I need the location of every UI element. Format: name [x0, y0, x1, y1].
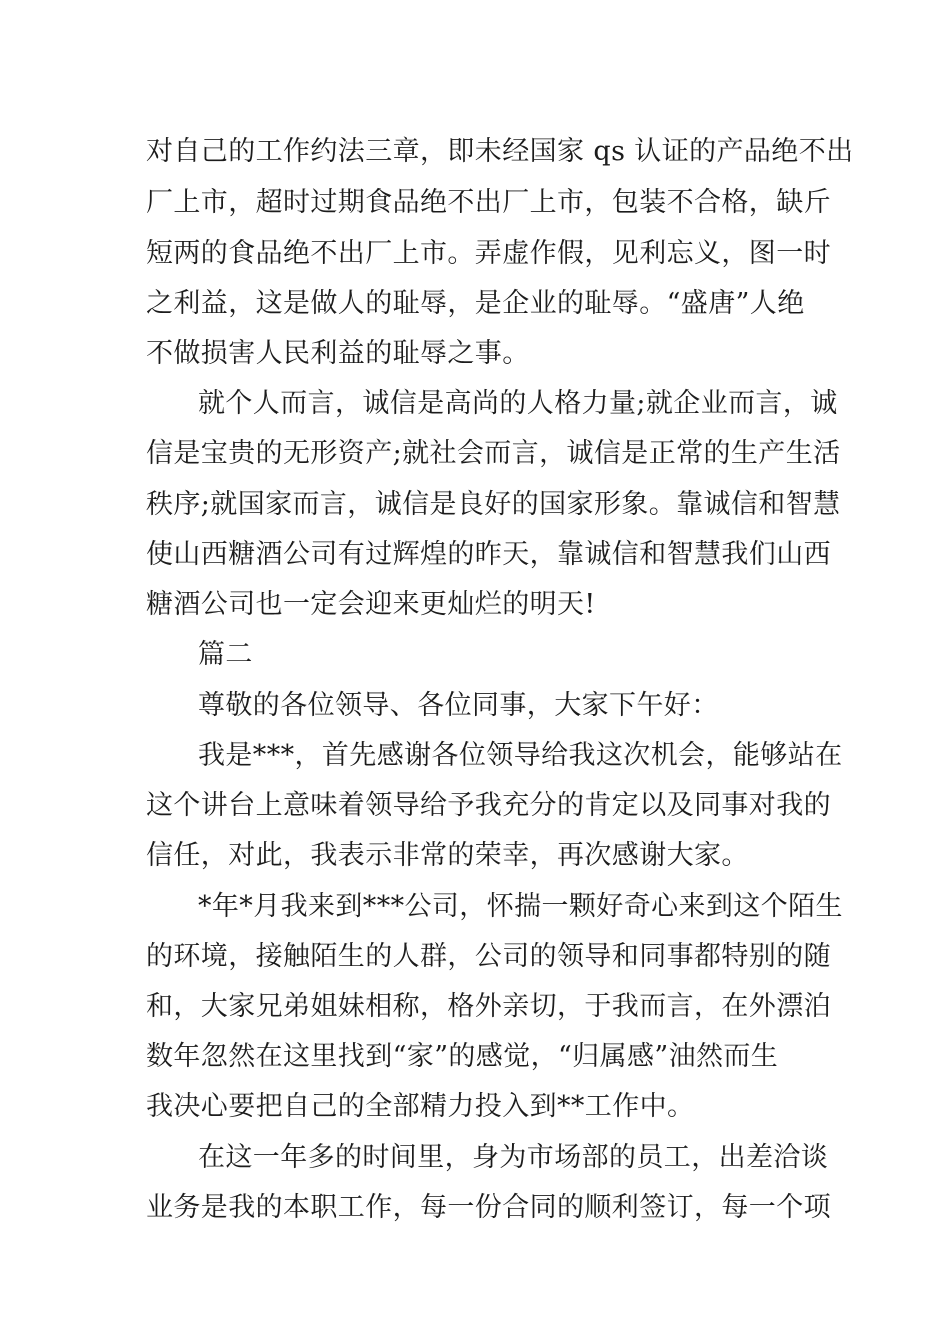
- text-line: 和，大家兄弟姐妹相称，格外亲切，于我而言，在外漂泊: [146, 991, 831, 1022]
- text-line: 我决心要把自己的全部精力投入到**工作中。: [146, 1091, 695, 1122]
- text-line: 就个人而言，诚信是高尚的人格力量;就企业而言，诚: [198, 388, 838, 419]
- text-line: 短两的食品绝不出厂上市。弄虚作假，见利忘义，图一时: [146, 238, 831, 269]
- text-line: *年*月我来到***公司，怀揣一颗好奇心来到这个陌生: [198, 891, 843, 922]
- text-line: 这个讲台上意味着领导给予我充分的肯定以及同事对我的: [146, 790, 831, 821]
- text-line: 的环境，接触陌生的人群，公司的领导和同事都特别的随: [146, 941, 831, 972]
- section-heading: 篇二: [198, 639, 253, 670]
- text-line: 我是***，首先感谢各位领导给我这次机会，能够站在: [198, 740, 843, 771]
- text-line: 厂上市，超时过期食品绝不出厂上市，包装不合格，缺斤: [146, 187, 831, 218]
- text-line: 糖酒公司也一定会迎来更灿烂的明天!: [146, 589, 596, 620]
- text-line: 在这一年多的时间里，身为市场部的员工，出差洽谈: [198, 1142, 829, 1173]
- text-line: 信任，对此，我表示非常的荣幸，再次感谢大家。: [146, 840, 749, 871]
- text-line: 信是宝贵的无形资产;就社会而言，诚信是正常的生产生活: [146, 438, 841, 469]
- text-line: 使山西糖酒公司有过辉煌的昨天，靠诚信和智慧我们山西: [146, 539, 831, 570]
- text-line: 数年忽然在这里找到“家”的感觉，“归属感”油然而生: [146, 1041, 779, 1072]
- text-line: 不做损害人民利益的耻辱之事。: [146, 338, 530, 369]
- text-line: 秩序;就国家而言，诚信是良好的国家形象。靠诚信和智慧: [146, 489, 841, 520]
- text-line: 之利益，这是做人的耻辱，是企业的耻辱。“盛唐”人绝: [146, 288, 805, 319]
- text-line: 尊敬的各位领导、各位同事，大家下午好：: [198, 690, 719, 721]
- text-line: 对自己的工作约法三章，即未经国家 qs 认证的产品绝不出: [146, 136, 854, 167]
- text-line: 业务是我的本职工作，每一份合同的顺利签订，每一个项: [146, 1192, 831, 1223]
